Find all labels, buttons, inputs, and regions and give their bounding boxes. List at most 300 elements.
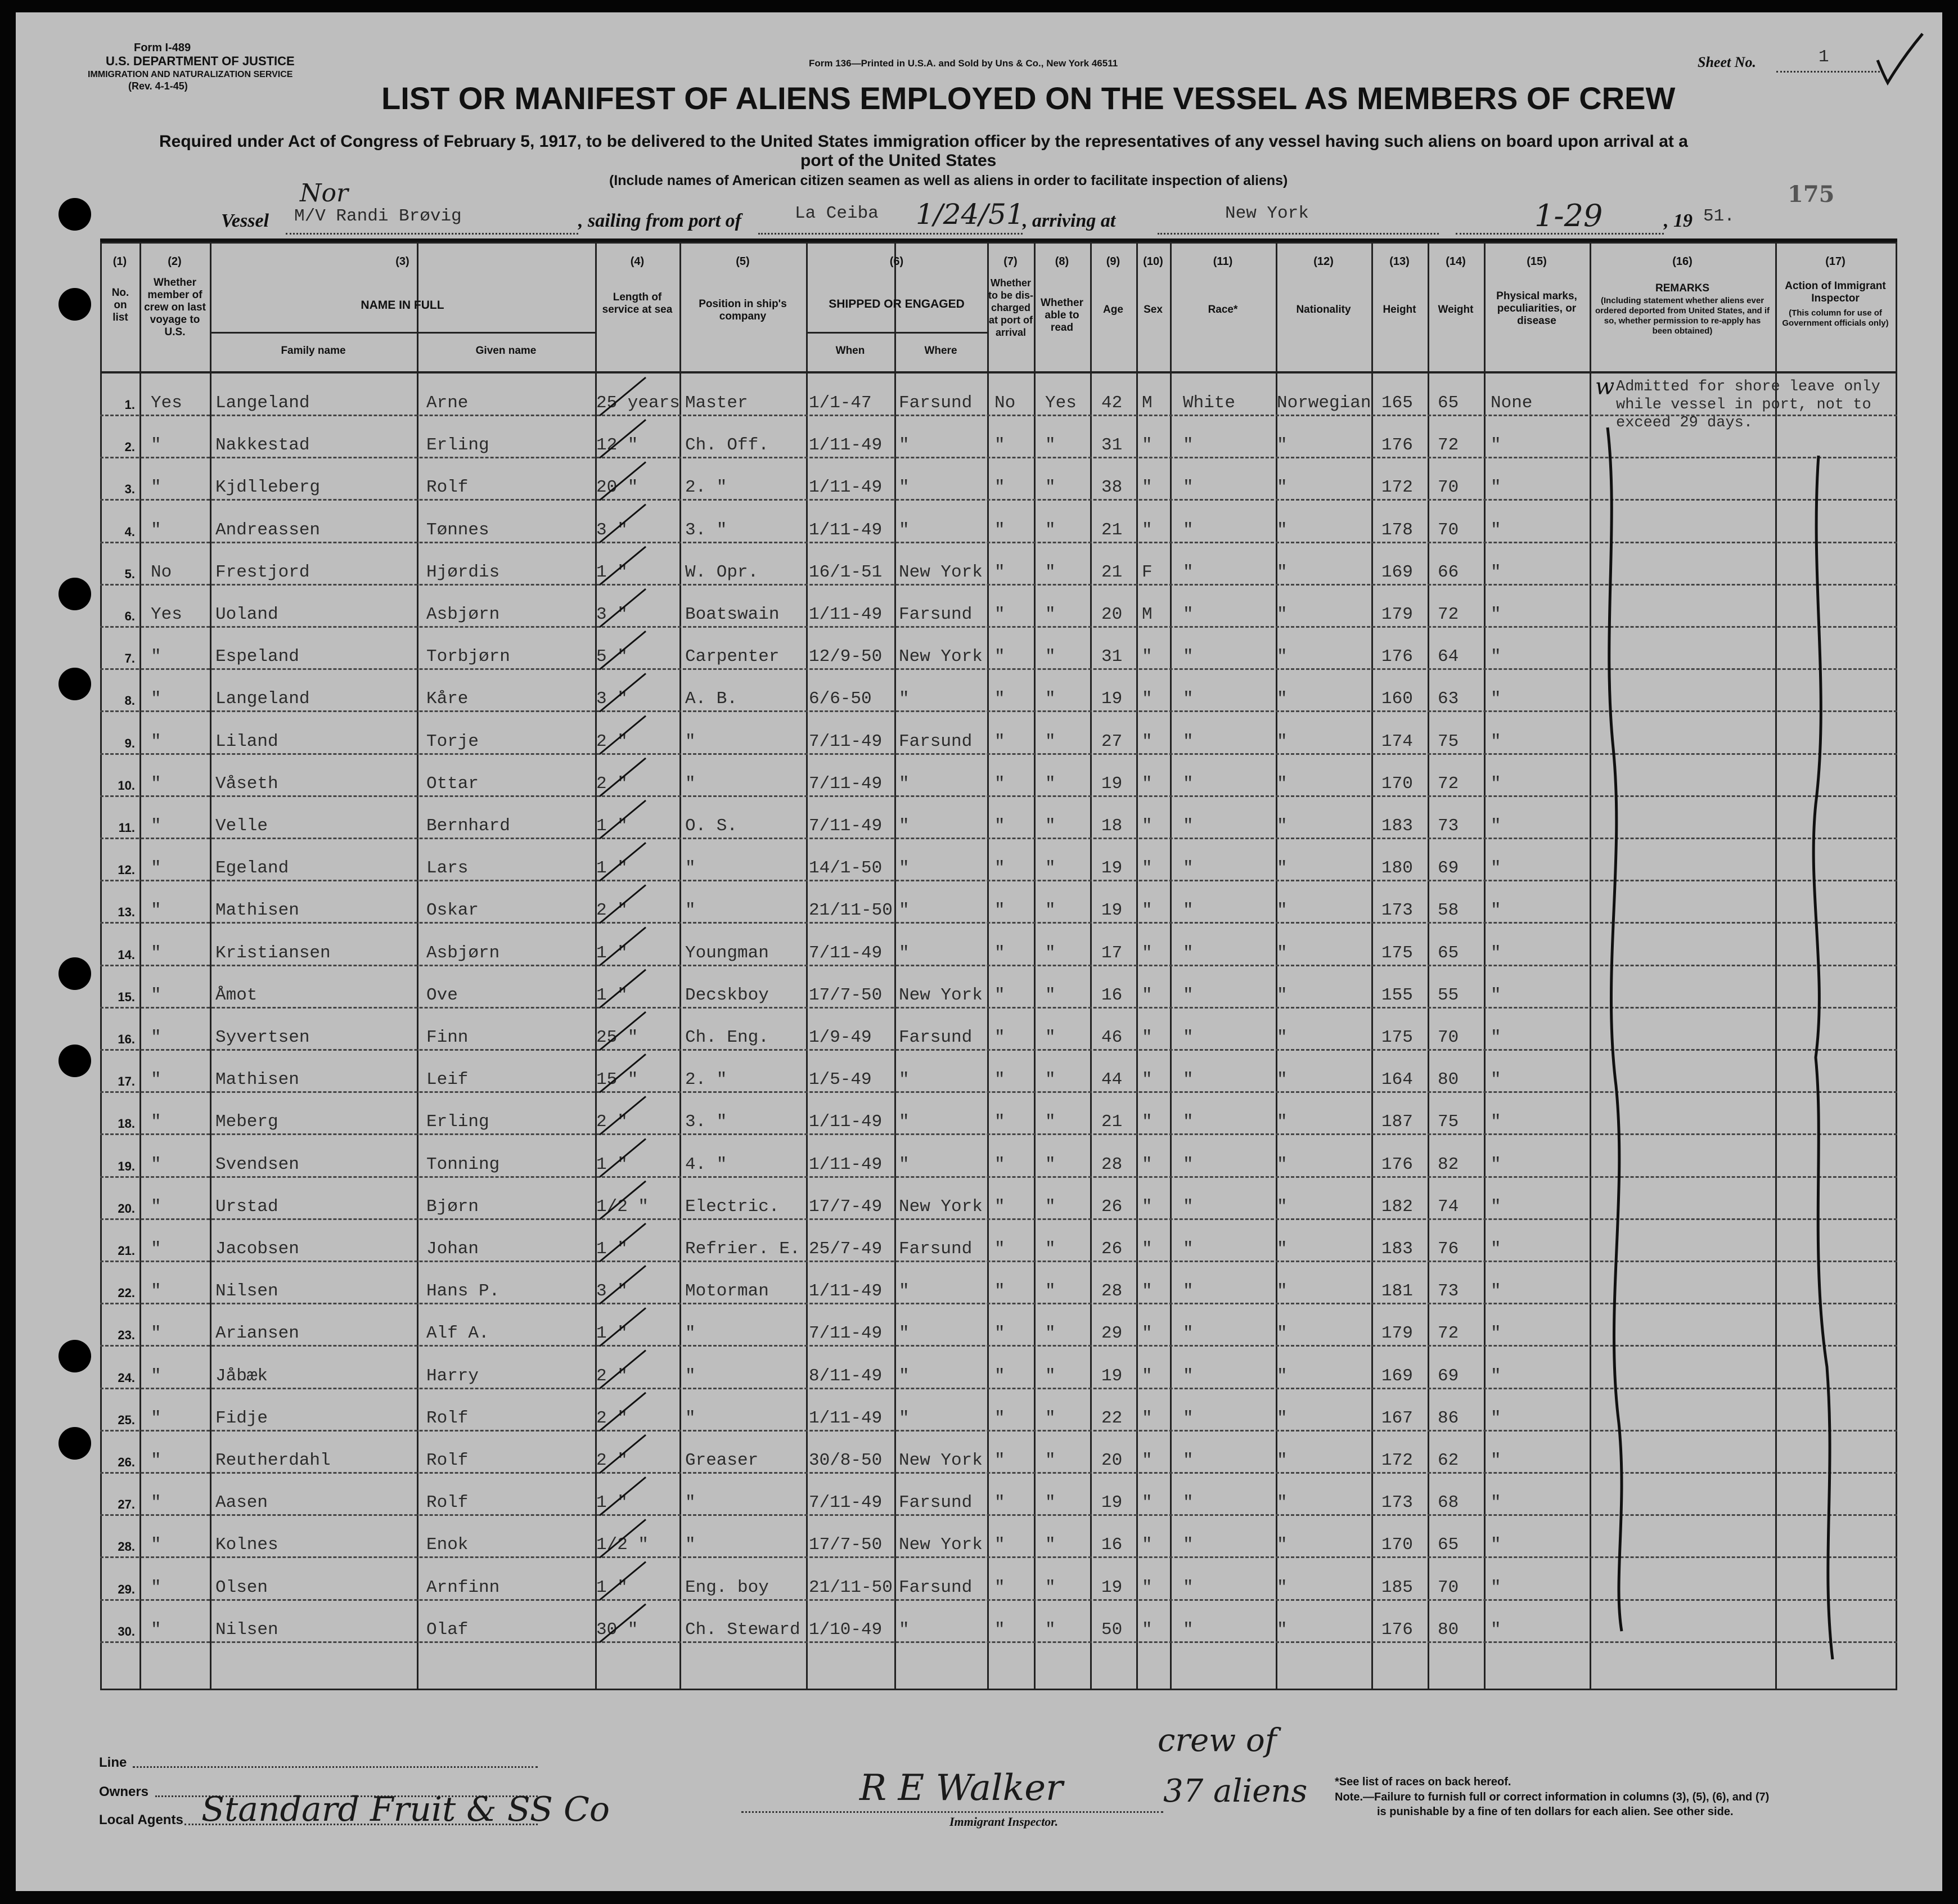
arrival-date-line [1456, 233, 1664, 235]
row-number: 14. [118, 947, 135, 962]
service-cell: 12 " [596, 435, 638, 456]
shipped-where-cell: New York [899, 647, 983, 667]
nationality-cell: " [1277, 1408, 1288, 1428]
race-cell: " [1183, 985, 1194, 1005]
race-cell: " [1183, 1239, 1194, 1259]
marks-cell: " [1491, 1028, 1501, 1047]
sailing-port: La Ceiba [795, 204, 879, 223]
shipped-where-cell: " [899, 1070, 910, 1090]
crew-cell: Yes [151, 393, 182, 413]
sex-cell: " [1142, 773, 1153, 794]
shipped-when-cell: 12/9-50 [809, 647, 883, 667]
weight-cell: 62 [1438, 1451, 1459, 1470]
col-head-service: Length of service at sea [602, 291, 673, 316]
shipped-where-cell: New York [899, 1451, 983, 1470]
marks-cell: " [1491, 435, 1501, 456]
weight-cell: 70 [1438, 1577, 1459, 1597]
sex-cell: " [1142, 647, 1153, 667]
discharged-cell: " [994, 1366, 1005, 1386]
read-cell: " [1045, 1451, 1056, 1470]
crew-cell: " [151, 1451, 161, 1470]
given-name-cell: Enok [426, 1535, 469, 1555]
crew-cell: " [151, 1619, 161, 1640]
shipped-when-cell: 16/1-51 [809, 562, 883, 582]
sex-cell: " [1142, 1408, 1153, 1428]
agents-label: Local Agents [99, 1812, 183, 1828]
nationality-cell: " [1277, 1577, 1288, 1597]
weight-cell: 73 [1438, 1281, 1459, 1302]
read-cell: " [1045, 1577, 1056, 1597]
race-cell: " [1183, 1451, 1194, 1470]
shipped-when-cell: 6/6-50 [809, 689, 872, 709]
marks-cell: " [1491, 605, 1501, 624]
discharged-cell: " [994, 689, 1005, 709]
service-tick-mark [600, 800, 646, 839]
crew-cell: " [151, 901, 161, 921]
given-name-cell: Asbjørn [426, 605, 500, 624]
discharged-cell: " [994, 1154, 1005, 1174]
crew-cell: " [151, 816, 161, 836]
discharged-cell: " [994, 773, 1005, 794]
position-cell: Carpenter [685, 647, 780, 667]
service-cell: 5 " [596, 647, 628, 667]
service-cell: 1/2 " [596, 1196, 649, 1217]
line-field [133, 1766, 538, 1768]
service-cell: 25 years [596, 393, 680, 413]
crew-cell: " [151, 1112, 161, 1132]
crew-cell: " [151, 1408, 161, 1428]
given-name-cell: Torbjørn [426, 647, 510, 667]
crew-cell: " [151, 1070, 161, 1090]
shipped-where-cell: " [899, 520, 910, 540]
shipped-when-cell: 25/7-49 [809, 1239, 883, 1259]
row-number: 23. [118, 1328, 135, 1343]
sex-cell: " [1142, 1281, 1153, 1302]
family-name-cell: Aasen [215, 1493, 268, 1513]
race-cell: " [1183, 1619, 1194, 1640]
sex-cell: " [1142, 901, 1153, 921]
family-name-cell: Olsen [215, 1577, 268, 1597]
family-name-cell: Nilsen [215, 1619, 278, 1640]
service-tick-mark [600, 1139, 646, 1177]
race-cell: " [1183, 520, 1194, 540]
service-cell: 1 " [596, 1324, 628, 1344]
read-cell: " [1045, 1239, 1056, 1259]
marks-cell: " [1491, 901, 1501, 921]
weight-cell: 70 [1438, 520, 1459, 540]
position-cell: " [685, 858, 696, 879]
marks-cell: " [1491, 1112, 1501, 1132]
marks-cell: " [1491, 943, 1501, 963]
discharged-cell: " [994, 1451, 1005, 1470]
discharged-cell: " [994, 1324, 1005, 1344]
weight-cell: 80 [1438, 1619, 1459, 1640]
age-cell: 20 [1101, 1451, 1123, 1470]
family-name-cell: Langeland [215, 689, 310, 709]
crew-cell: No [151, 562, 172, 582]
height-cell: 179 [1381, 605, 1413, 624]
given-name-cell: Olaf [426, 1619, 469, 1640]
family-name-cell: Syvertsen [215, 1028, 310, 1047]
form-title: LIST OR MANIFEST OF ALIENS EMPLOYED ON THE VESSEL AS MEMBERS OF CREW [381, 80, 1676, 116]
given-name-cell: Ottar [426, 773, 479, 794]
position-cell: 3. " [685, 1112, 727, 1132]
sheet-number: 1 [1819, 47, 1829, 67]
nationality-cell: Norwegian [1277, 393, 1371, 413]
age-cell: 21 [1101, 562, 1123, 582]
service-name: IMMIGRATION AND NATURALIZATION SERVICE [88, 70, 293, 79]
weight-cell: 82 [1438, 1154, 1459, 1174]
shipped-where-cell: " [899, 435, 910, 456]
age-cell: 22 [1101, 1408, 1123, 1428]
punch-hole [58, 1427, 91, 1460]
race-cell: " [1183, 858, 1194, 879]
weight-cell: 69 [1438, 1366, 1459, 1386]
row-number: 27. [118, 1497, 135, 1512]
family-name-cell: Åmot [215, 985, 258, 1005]
col-num-4: (4) [630, 255, 645, 268]
inspector-line [741, 1811, 1163, 1813]
given-name-cell: Ove [426, 985, 458, 1005]
col-num-6: (6) [889, 255, 904, 268]
age-cell: 29 [1101, 1324, 1123, 1344]
service-cell: 1 " [596, 1577, 628, 1597]
position-cell: " [685, 901, 696, 921]
race-cell: " [1183, 1366, 1194, 1386]
nationality-cell: " [1277, 1451, 1288, 1470]
discharged-cell: " [994, 1070, 1005, 1090]
row-number: 9. [124, 736, 135, 750]
remarks-line-3: exceed 29 days. [1616, 415, 1753, 431]
shipped-where-cell: New York [899, 1196, 983, 1217]
marks-cell: " [1491, 731, 1501, 751]
punch-hole [58, 668, 91, 700]
crew-cell: " [151, 689, 161, 709]
col-num-17: (17) [1825, 255, 1846, 268]
read-cell: " [1045, 773, 1056, 794]
read-cell: " [1045, 1408, 1056, 1428]
discharged-cell: " [994, 1281, 1005, 1302]
position-cell: Electric. [685, 1196, 780, 1217]
service-cell: 2 " [596, 1451, 628, 1470]
race-cell: " [1183, 1408, 1194, 1428]
crew-cell: " [151, 985, 161, 1005]
given-name-cell: Harry [426, 1366, 479, 1386]
given-name-cell: Bjørn [426, 1196, 479, 1217]
crew-cell: " [151, 943, 161, 963]
marks-cell: " [1491, 1324, 1501, 1344]
race-note: *See list of races on back hereof. [1335, 1776, 1511, 1788]
position-cell: Master [685, 393, 748, 413]
given-name-cell: Oskar [426, 901, 479, 921]
col-num-14: (14) [1446, 255, 1466, 268]
row-number: 29. [118, 1582, 135, 1596]
shipped-where-cell: Farsund [899, 605, 973, 624]
read-cell: " [1045, 1281, 1056, 1302]
crew-cell: " [151, 1281, 161, 1302]
crew-cell: " [151, 478, 161, 498]
crew-cell: " [151, 1535, 161, 1555]
height-cell: 160 [1381, 689, 1413, 709]
read-cell: " [1045, 985, 1056, 1005]
family-name-cell: Frestjord [215, 562, 310, 582]
nationality-cell: " [1277, 1196, 1288, 1217]
race-cell: " [1183, 1535, 1194, 1555]
col-num-7: (7) [1003, 255, 1018, 268]
sex-cell: " [1142, 1070, 1153, 1090]
position-cell: 4. " [685, 1154, 727, 1174]
sex-cell: " [1142, 1577, 1153, 1597]
service-cell: 1 " [596, 943, 628, 963]
sheet-number-line [1776, 71, 1883, 73]
weight-cell: 69 [1438, 858, 1459, 879]
read-cell: " [1045, 1619, 1056, 1640]
weight-cell: 80 [1438, 1070, 1459, 1090]
age-cell: 26 [1101, 1239, 1123, 1259]
col-head-weight: Weight [1438, 304, 1474, 316]
shipped-when-cell: 8/11-49 [809, 1366, 883, 1386]
weight-cell: 64 [1438, 647, 1459, 667]
discharged-cell: " [994, 1196, 1005, 1217]
sex-cell: " [1142, 1154, 1153, 1174]
race-cell: " [1183, 1070, 1194, 1090]
race-cell: " [1183, 1493, 1194, 1513]
race-cell: " [1183, 1028, 1194, 1047]
row-number: 2. [124, 440, 135, 454]
height-cell: 175 [1381, 943, 1413, 963]
height-cell: 185 [1381, 1577, 1413, 1597]
punch-hole [58, 198, 91, 231]
shipped-when-cell: 1/10-49 [809, 1619, 883, 1640]
discharged-cell: " [994, 647, 1005, 667]
read-cell: " [1045, 816, 1056, 836]
height-cell: 176 [1381, 435, 1413, 456]
height-cell: 175 [1381, 1028, 1413, 1047]
nationality-cell: " [1277, 1324, 1288, 1344]
service-tick-mark [600, 547, 646, 585]
age-cell: 31 [1101, 647, 1123, 667]
height-cell: 180 [1381, 858, 1413, 879]
shipped-when-cell: 17/7-49 [809, 1196, 883, 1217]
row-number: 17. [118, 1074, 135, 1089]
shipped-where-cell: " [899, 858, 910, 879]
marks-cell: " [1491, 1366, 1501, 1386]
read-cell: " [1045, 1028, 1056, 1047]
crew-cell: " [151, 731, 161, 751]
family-name-cell: Mathisen [215, 901, 299, 921]
nationality-cell: " [1277, 562, 1288, 582]
row-number: 3. [124, 482, 135, 497]
discharged-cell: No [994, 393, 1016, 413]
crew-cell: " [151, 1324, 161, 1344]
given-name-cell: Leif [426, 1070, 469, 1090]
service-cell: 1 " [596, 858, 628, 879]
family-name-cell: Fidje [215, 1408, 268, 1428]
age-cell: 46 [1101, 1028, 1123, 1047]
age-cell: 19 [1101, 1366, 1123, 1386]
crew-cell: " [151, 1366, 161, 1386]
col-num-8: (8) [1055, 255, 1069, 268]
marks-cell: " [1491, 478, 1501, 498]
height-cell: 181 [1381, 1281, 1413, 1302]
shipped-where-cell: " [899, 1366, 910, 1386]
nationality-cell: " [1277, 943, 1288, 963]
col-head-nationality: Nationality [1296, 304, 1351, 316]
punch-hole [58, 578, 91, 610]
service-tick-mark [600, 928, 646, 966]
age-cell: 19 [1101, 773, 1123, 794]
discharged-cell: " [994, 816, 1005, 836]
col-num-9: (9) [1106, 255, 1120, 268]
col-num-3: (3) [395, 255, 409, 268]
marks-cell: " [1491, 1154, 1501, 1174]
form-subtitle-3: (Include names of American citizen seamen as well as aliens in order to facilitate inspection of aliens) [609, 173, 1288, 188]
read-cell: " [1045, 520, 1056, 540]
shipped-when-cell: 7/11-49 [809, 943, 883, 963]
marks-cell: " [1491, 773, 1501, 794]
shipped-where-cell: " [899, 1324, 910, 1344]
height-cell: 170 [1381, 1535, 1413, 1555]
shipped-when-cell: 1/11-49 [809, 435, 883, 456]
discharged-cell: " [994, 858, 1005, 879]
family-name-cell: Reutherdahl [215, 1451, 331, 1470]
family-name-cell: Kolnes [215, 1535, 278, 1555]
sex-cell: " [1142, 943, 1153, 963]
service-tick-mark [600, 1308, 646, 1346]
service-cell: 2 " [596, 1112, 628, 1132]
height-cell: 187 [1381, 1112, 1413, 1132]
row-number: 22. [118, 1286, 135, 1300]
inspector-signature: R E Walker [859, 1767, 1063, 1809]
age-cell: 44 [1101, 1070, 1123, 1090]
position-cell: Motorman [685, 1281, 769, 1302]
nationality-cell: " [1277, 1154, 1288, 1174]
read-cell: Yes [1045, 393, 1077, 413]
manifest-sheet [16, 12, 1942, 1891]
given-name-cell: Tønnes [426, 520, 489, 540]
col-num-16: (16) [1672, 255, 1693, 268]
position-cell: " [685, 773, 696, 794]
crew-cell: " [151, 858, 161, 879]
family-name-cell: Velle [215, 816, 268, 836]
marks-cell: None [1491, 393, 1533, 413]
discharged-cell: " [994, 1112, 1005, 1132]
nationality-cell: " [1277, 1619, 1288, 1640]
sex-cell: " [1142, 1239, 1153, 1259]
given-name-cell: Bernhard [426, 816, 510, 836]
weight-cell: 55 [1438, 985, 1459, 1005]
nationality-cell: " [1277, 901, 1288, 921]
service-tick-mark [600, 589, 646, 627]
family-name-cell: Kjdlleberg [215, 478, 321, 498]
given-name-cell: Hjørdis [426, 562, 500, 582]
punch-hole [58, 1340, 91, 1372]
sex-cell: " [1142, 858, 1153, 879]
age-cell: 18 [1101, 816, 1123, 836]
row-number: 16. [118, 1032, 135, 1046]
form-number: Form I-489 [134, 42, 191, 54]
weight-cell: 73 [1438, 816, 1459, 836]
shipped-where-cell: " [899, 1619, 910, 1640]
nationality-cell: " [1277, 647, 1288, 667]
service-tick-mark [600, 505, 646, 543]
height-cell: 173 [1381, 901, 1413, 921]
sex-cell: " [1142, 478, 1153, 498]
given-name-cell: Asbjørn [426, 943, 500, 963]
discharged-cell: " [994, 1028, 1005, 1047]
read-cell: " [1045, 1493, 1056, 1513]
printer-note: Form 136—Printed in U.S.A. and Sold by Uns & Co., New York 46511 [809, 58, 1118, 69]
sex-cell: F [1142, 562, 1153, 582]
position-cell: Refrier. E. [685, 1239, 800, 1259]
position-cell: W. Opr. [685, 562, 759, 582]
height-cell: 155 [1381, 985, 1413, 1005]
race-cell: " [1183, 943, 1194, 963]
weight-cell: 65 [1438, 1535, 1459, 1555]
given-name-cell: Arne [426, 393, 469, 413]
position-cell: Decskboy [685, 985, 769, 1005]
row-number: 5. [124, 566, 135, 581]
marks-cell: " [1491, 816, 1501, 836]
position-cell: 2. " [685, 1070, 727, 1090]
col-num-10: (10) [1143, 255, 1163, 268]
discharged-cell: " [994, 1577, 1005, 1597]
shipped-where-cell: New York [899, 985, 983, 1005]
height-cell: 169 [1381, 1366, 1413, 1386]
sex-cell: " [1142, 731, 1153, 751]
service-tick-mark [600, 1223, 646, 1262]
shipped-where-cell: " [899, 1154, 910, 1174]
handwritten-marks [100, 242, 1897, 1690]
vessel-label: Vessel [221, 210, 269, 231]
nationality-cell: " [1277, 435, 1288, 456]
col-num-1: (1) [112, 255, 127, 268]
race-cell: " [1183, 1577, 1194, 1597]
punch-hole [58, 288, 91, 321]
race-cell: " [1183, 647, 1194, 667]
crew-cell: " [151, 1239, 161, 1259]
service-tick-mark [600, 673, 646, 712]
service-tick-mark [600, 843, 646, 881]
height-cell: 179 [1381, 1324, 1413, 1344]
nationality-cell: " [1277, 1535, 1288, 1555]
row-number: 15. [118, 989, 135, 1004]
service-cell: 1 " [596, 1154, 628, 1174]
service-tick-mark [600, 970, 646, 1008]
weight-cell: 72 [1438, 605, 1459, 624]
discharged-cell: " [994, 1408, 1005, 1428]
marks-cell: " [1491, 1535, 1501, 1555]
discharged-cell: " [994, 1493, 1005, 1513]
discharged-cell: " [994, 985, 1005, 1005]
arriving-label: , arriving at [1023, 210, 1116, 231]
sailing-date-hand: 1/24/51 [916, 198, 1024, 231]
col-num-13: (13) [1389, 255, 1410, 268]
sex-cell: " [1142, 985, 1153, 1005]
shipped-when-cell: 14/1-50 [809, 858, 883, 879]
sex-cell: M [1142, 605, 1153, 624]
shipped-where-cell: Farsund [899, 1577, 973, 1597]
nationality-cell: " [1277, 689, 1288, 709]
read-cell: " [1045, 1070, 1056, 1090]
read-cell: " [1045, 1112, 1056, 1132]
crew-note-1: crew of [1158, 1722, 1277, 1759]
race-cell: " [1183, 605, 1194, 624]
sex-cell: " [1142, 1196, 1153, 1217]
marks-cell: " [1491, 1577, 1501, 1597]
race-cell: " [1183, 1112, 1194, 1132]
weight-cell: 86 [1438, 1408, 1459, 1428]
